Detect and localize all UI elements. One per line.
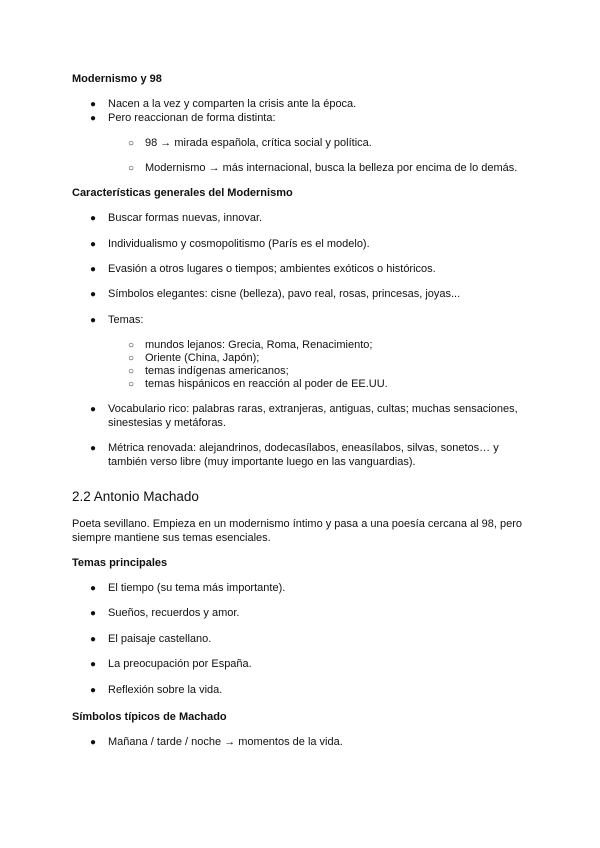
list-item: Nacen a la vez y comparten la crisis ante la época.: [108, 98, 357, 110]
section-heading: Modernismo y 98: [72, 73, 162, 85]
list-item: Reflexión sobre la vida.: [108, 684, 223, 696]
sub-bullet-icon: ○: [128, 340, 135, 351]
sub-bullet-icon: ○: [128, 366, 135, 377]
bullet-icon: ●: [90, 113, 97, 124]
list-item: 98 → mirada española, crítica social y política.: [145, 137, 372, 149]
sub-bullet-icon: ○: [128, 163, 135, 174]
list-item-line: sinestesias y metáforas.: [108, 417, 226, 429]
paragraph-line: Poeta sevillano. Empieza en un modernismo íntimo y pasa a una poesía cercana al 98, pero: [72, 518, 523, 530]
list-item: El tiempo (su tema más importante).: [108, 582, 286, 594]
list-item: Símbolos elegantes: cisne (belleza), pavo real, rosas, princesas, joyas...: [108, 288, 461, 300]
bullet-icon: ●: [90, 289, 97, 300]
bullet-icon: ●: [90, 634, 97, 645]
bullet-icon: ●: [90, 239, 97, 250]
bullet-icon: ●: [90, 737, 97, 748]
paragraph-line: siempre mantiene sus temas esenciales.: [72, 532, 271, 544]
list-item: La preocupación por España.: [108, 658, 252, 670]
list-item: Pero reaccionan de forma distinta:: [108, 112, 276, 124]
bullet-icon: ●: [90, 608, 97, 619]
bullet-icon: ●: [90, 404, 97, 415]
list-item: Evasión a otros lugares o tiempos; ambientes exóticos o históricos.: [108, 263, 436, 275]
bullet-icon: ●: [90, 213, 97, 224]
list-item: Oriente (China, Japón);: [145, 352, 260, 364]
list-item: Sueños, recuerdos y amor.: [108, 607, 240, 619]
bullet-icon: ●: [90, 99, 97, 110]
list-item: temas indígenas americanos;: [145, 365, 289, 377]
sub-bullet-icon: ○: [128, 138, 135, 149]
bullet-icon: ●: [90, 443, 97, 454]
bullet-icon: ●: [90, 315, 97, 326]
list-item: temas hispánicos en reacción al poder de EE.UU.: [145, 378, 388, 390]
section-title: 2.2 Antonio Machado: [72, 489, 199, 504]
bullet-icon: ●: [90, 659, 97, 670]
section-heading: Características generales del Modernismo: [72, 187, 293, 199]
sub-bullet-icon: ○: [128, 353, 135, 364]
bullet-icon: ●: [90, 583, 97, 594]
list-item: Temas:: [108, 314, 144, 326]
sub-bullet-icon: ○: [128, 379, 135, 390]
list-item: Modernismo → más internacional, busca la belleza por encima de lo demás.: [145, 162, 518, 174]
section-heading: Símbolos típicos de Machado: [72, 711, 227, 723]
list-item: Buscar formas nuevas, innovar.: [108, 212, 263, 224]
list-item-line: Vocabulario rico: palabras raras, extranjeras, antiguas, cultas; muchas sensaciones,: [108, 403, 518, 415]
list-item: Mañana / tarde / noche → momentos de la vida.: [108, 736, 343, 748]
section-heading: Temas principales: [72, 557, 168, 569]
list-item: Individualismo y cosmopolitismo (París es el modelo).: [108, 238, 370, 250]
bullet-icon: ●: [90, 264, 97, 275]
bullet-icon: ●: [90, 685, 97, 696]
list-item: El paisaje castellano.: [108, 633, 212, 645]
list-item: mundos lejanos: Grecia, Roma, Renacimiento;: [145, 339, 373, 351]
list-item-line: Métrica renovada: alejandrinos, dodecasílabos, eneasílabos, silvas, sonetos… y: [108, 442, 499, 454]
list-item-line: también verso libre (muy importante luego en las vanguardias).: [108, 456, 416, 468]
